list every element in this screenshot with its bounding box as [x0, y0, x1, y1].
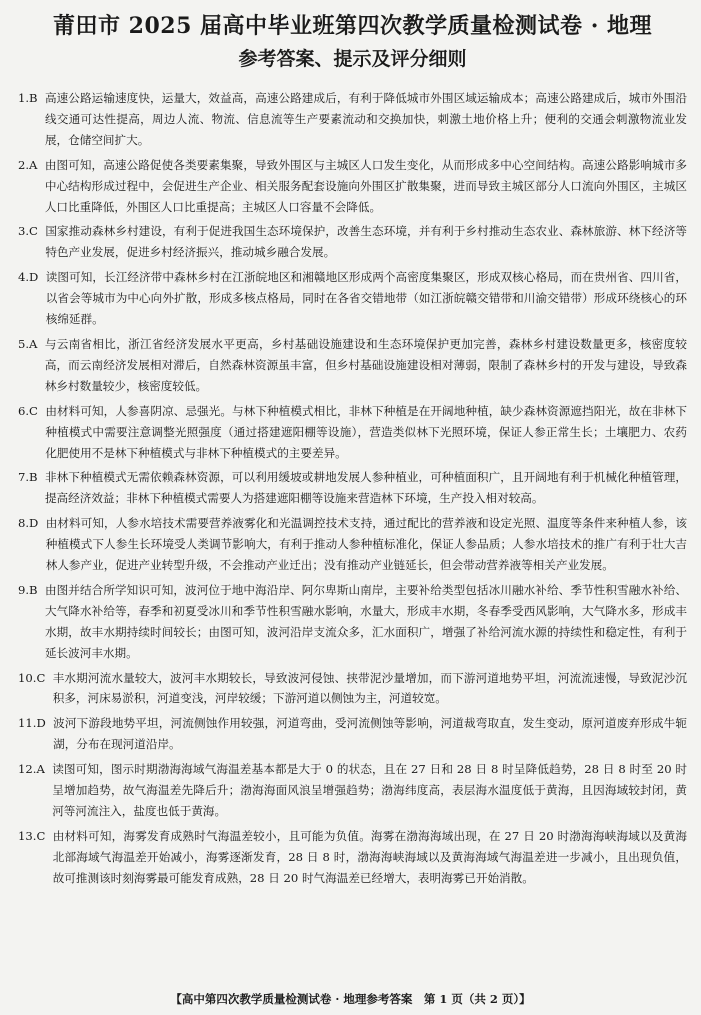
answer-item-13: [18, 826, 687, 889]
answer-item-2: [18, 155, 687, 218]
answer-item-6: [18, 401, 687, 464]
answer-explanation: 高速公路运输速度快，运量大，效益高，高速公路建成后，有利于降低城市外围区域运输成本；高速公路建成后，城市外围沿线交通可达性提高，周边人流、物流、信息流等生产要素流动和交换加快，刺激土地价格上升；便利的交通会刺激物流业发展，仓储空间扩大。: [44, 91, 687, 147]
answer-explanation: 读图可知，图示时期渤海海域气海温差基本都是大于 0 的状态，且在 27 日和 28 日 8 时呈降低趋势，28 日 8 时至 20 时呈增加趋势，故气海温差先降后升；渤海海面风浪呈增强趋势；渤海纬度高，表层海水温度低于黄海，且因海域较封闭，黄河等河流注入，盐度也低于黄海。: [52, 762, 687, 818]
document-subtitle: 参考答案、提示及评分细则: [238, 48, 467, 70]
answer-number: 8.D: [18, 516, 46, 531]
answer-item-11: [18, 713, 687, 755]
answer-explanation: 读图可知，长江经济带中森林乡村在江浙皖地区和湘赣地区形成两个高密度集聚区，形成双核心格局，而在贵州省、四川省，以省会等城市为中心向外扩散，形成多核点格局，同时在各省交错地带（如江浙皖赣交错带和川渝交错带）形成环绕核心的环核绵延群。: [45, 270, 687, 327]
answer-explanation: 由材料可知，海雾发育成熟时气海温差较小，且可能为负值。海雾在渤海海域出现，在 27 日 20 时渤海海峡海域以及黄海北部海域气海温差开始减小，海雾逐渐发育，28 日 8 时，渤海海峡海域以及黄海海域气海温差进一步减小，且出现负值，故可推测该时刻海雾最可能发育成熟，28 日 20 时气海温差已经增大，表明海雾已开始消散。: [52, 828, 687, 885]
answer-explanation: 丰水期河流水量较大，波河丰水期较长，导致波河侵蚀、挟带泥沙量增加，而下游河道地势平坦，河流流速慢，导致泥沙沉积多，河床易淤积，河道变浅，河岸较缓；下游河道以侧蚀为主，河道较宽。: [52, 670, 687, 706]
answer-number: 3.C: [18, 224, 46, 239]
answer-number: 7.B: [18, 470, 45, 485]
answer-number: 6.C: [18, 403, 46, 418]
answer-explanation: 由材料可知，人参喜阴凉、忌强光。与林下种植模式相比，非林下种植是在开阔地种植，缺少森林资源遮挡阳光，故在非林下种植模式中需要注意调整光照强度（通过搭建遮阳棚等设施），营造类似林下光照环境，保证人参正常生长；土壤肥力、农药化肥使用不是林下种植模式与非林下种植模式的主要差异。: [45, 403, 687, 460]
answer-item-10: [18, 668, 687, 710]
answer-explanation: 由图可知，高速公路促使各类要素集聚，导致外围区与主城区人口发生变化，从而形成多中心空间结构。高速公路影响城市多中心结构形成过程中，会促进生产企业、相关服务配套设施向外围区扩散集聚，进而导致主城区部分人口流向外围区，主城区人口比重降低，外围区人口比重提高；主城区人口容量不会降低。: [44, 157, 687, 214]
answer-list: [18, 88, 687, 889]
answer-explanation: 非林下种植模式无需依赖森林资源，可以利用缓坡或耕地发展人参种植业，可种植面积广，且开阔地有利于机械化种植管理，提高经济效益；非林下种植模式需要人为搭建遮阳棚等设施来营造林下环境，生产投入相对较高。: [44, 470, 687, 506]
answer-number: 12.A: [18, 762, 53, 777]
answer-number: 9.B: [18, 582, 45, 597]
page-footer: 【高中第四次教学质量检测试卷 · 地理参考答案 第 1 页（共 2 页）】: [170, 992, 531, 1006]
answer-item-3: [18, 221, 687, 263]
answer-item-1: [18, 88, 687, 151]
answer-number: 5.A: [18, 336, 45, 351]
answer-item-12: [18, 759, 687, 822]
answer-number: 13.C: [18, 828, 53, 843]
answer-number: 4.D: [18, 270, 46, 285]
answer-item-9: [18, 580, 687, 664]
answer-item-8: [18, 513, 687, 576]
answer-number: 11.D: [18, 716, 54, 731]
document-title: 莆田市 2025 届高中毕业班第四次教学质量检测试卷 · 地理: [52, 13, 653, 39]
answer-number: 10.C: [18, 670, 53, 685]
answer-number: 1.B: [18, 91, 45, 105]
answer-number: 2.A: [18, 157, 45, 172]
answer-explanation: 由图并结合所学知识可知，波河位于地中海沿岸、阿尔卑斯山南岸，主要补给类型包括冰川融水补给、季节性积雪融水补给、大气降水补给等，春季和初夏受冰川和季节性积雪融水影响，水量大，形成丰水期，冬春季受西风影响，大气降水多，形成丰水期，故丰水期持续时间较长；由图可知，波河沿岸支流众多，汇水面积广，增强了补给河流水源的持续性和稳定性，有利于延长波河丰水期。: [44, 582, 687, 660]
answer-item-5: [18, 334, 687, 397]
answer-item-7: [18, 467, 687, 509]
answer-explanation: 与云南省相比，浙江省经济发展水平更高，乡村基础设施建设和生态环境保护更加完善，森林乡村建设数量更多，核密度较高，而云南经济发展相对滞后，自然森林资源虽丰富，但乡村基础设施建设相对薄弱，限制了森林乡村的开发与建设，导致森林乡村数量较少，核密度较低。: [44, 336, 687, 393]
answer-explanation: 波河下游段地势平坦，河流侧蚀作用较强，河道弯曲，受河流侧蚀等影响，河道裁弯取直，发生变动，原河道废弃形成牛轭湖，分布在现河道沿岸。: [53, 716, 687, 752]
answer-explanation: 由材料可知，人参水培技术需要营养液雾化和光温调控技术支持，通过配比的营养液和设定光照、温度等条件来种植人参，该种植模式下人参生长环境受人类调节影响大，有利于推动人参种植标准化，保证人参品质；人参水培技术的推广有利于壮大吉林人参产业，促进产业转型升级，不会推动产业迁出；没有推动产业链延长，但会带动营养液等相关产业发展。: [45, 516, 687, 573]
answer-explanation: 国家推动森林乡村建设，有利于促进我国生态环境保护，改善生态环境，并有利于乡村推动生态农业、森林旅游、林下经济等特色产业发展，促进乡村经济振兴，推动城乡融合发展。: [45, 224, 687, 260]
answer-item-4: [18, 267, 687, 330]
